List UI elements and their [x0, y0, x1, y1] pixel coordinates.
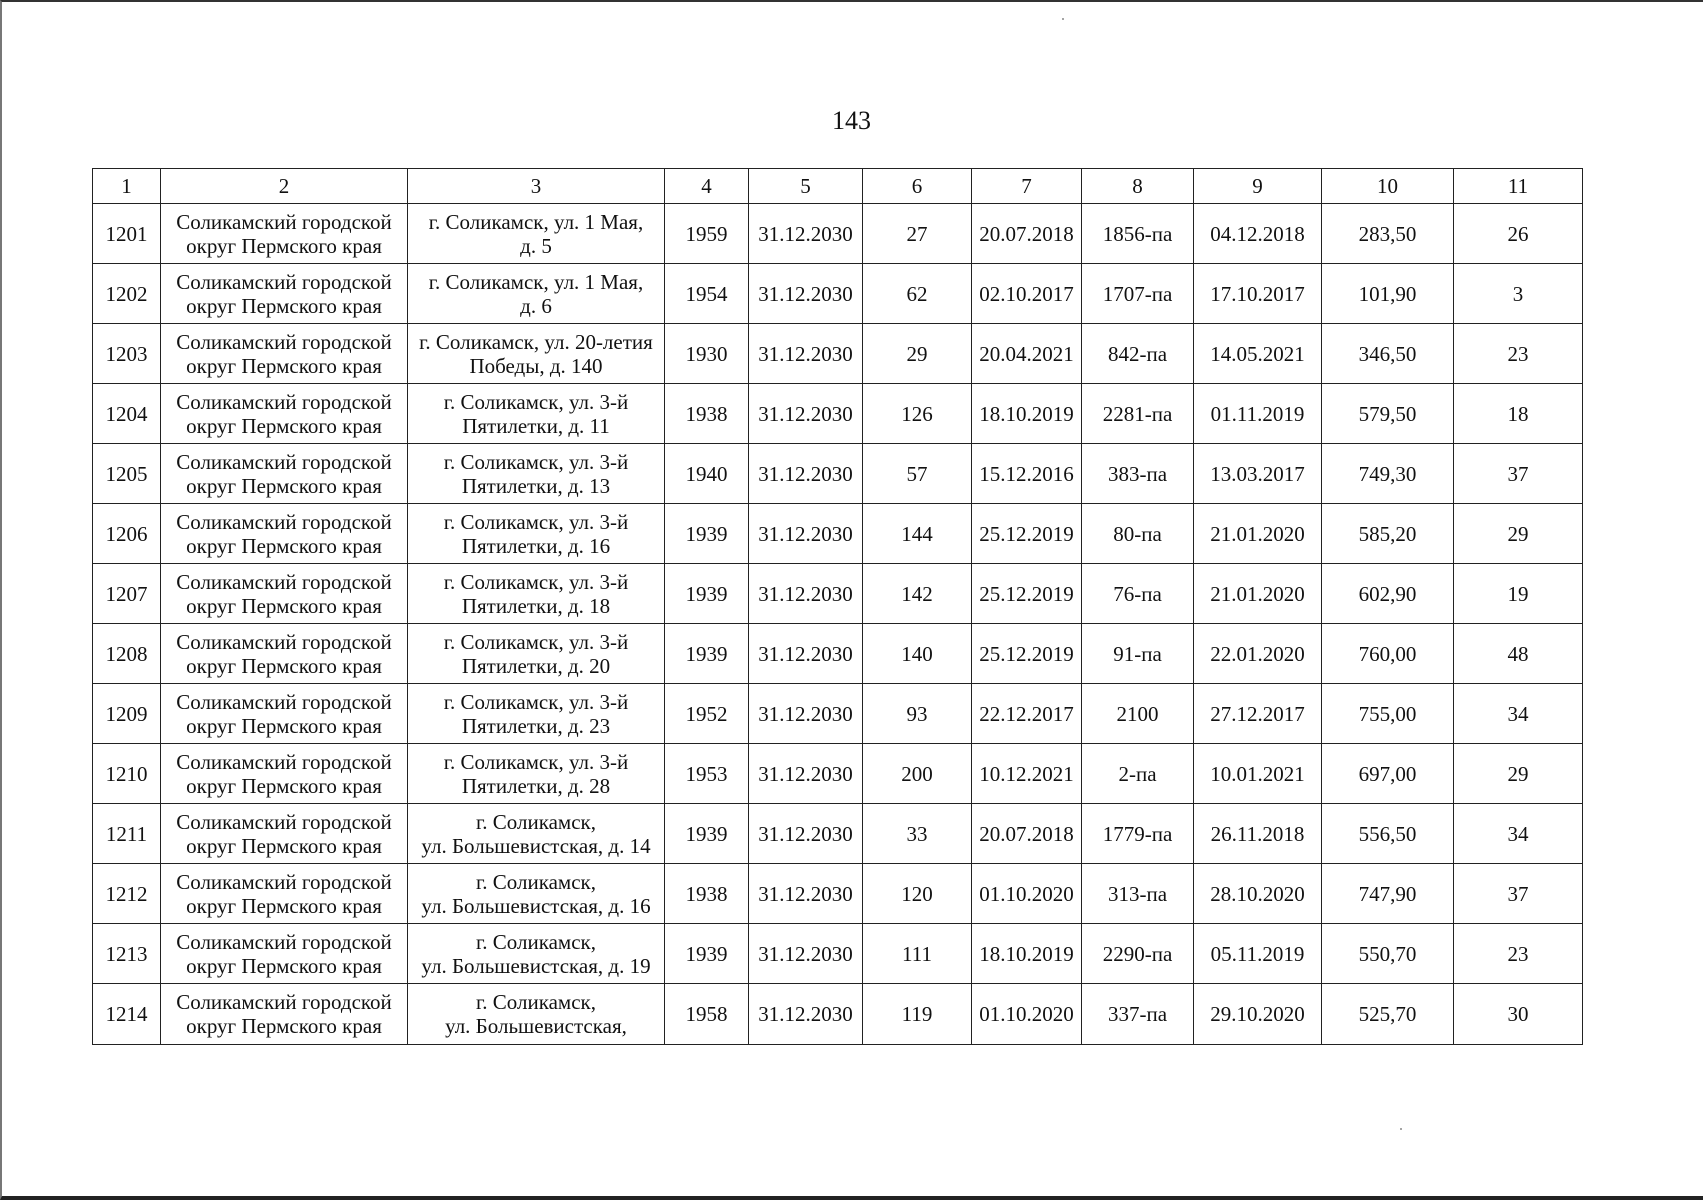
col9-date-cell: 17.10.2017 [1194, 264, 1322, 324]
table-row [93, 744, 1583, 804]
col8-doc-cell: 2100 [1082, 684, 1194, 744]
address-line: г. Соликамск, ул. 3-й [443, 689, 629, 714]
address-line: г. Соликамск, ул. 3-й [443, 389, 629, 414]
municipality-line: Соликамский городской [176, 389, 392, 414]
col8-doc-cell: 337-па [1082, 984, 1194, 1045]
address-cell [408, 624, 665, 684]
date-cell: 31.12.2030 [749, 924, 863, 984]
col6-cell: 140 [863, 624, 972, 684]
table-wrapper [92, 168, 1582, 1045]
date-cell: 31.12.2030 [749, 564, 863, 624]
table-header [93, 169, 1583, 204]
address-line: г. Соликамск, ул. 3-й [443, 509, 629, 534]
col8-doc-cell: 1707-па [1082, 264, 1194, 324]
scan-speck [1400, 1128, 1402, 1130]
col6-cell: 144 [863, 504, 972, 564]
year-cell: 1939 [665, 924, 749, 984]
address-cell [408, 504, 665, 564]
municipality-line: Соликамский городской [176, 869, 392, 894]
table-row [93, 264, 1583, 324]
municipality-line: Соликамский городской [176, 749, 392, 774]
municipality-line: Соликамский городской [176, 629, 392, 654]
column-header: 7 [972, 169, 1082, 204]
address-line: г. Соликамск, ул. 1 Мая, [428, 269, 644, 294]
table-row [93, 864, 1583, 924]
address-cell [408, 204, 665, 264]
col11-cell: 34 [1454, 684, 1583, 744]
municipality-cell [161, 924, 408, 984]
col6-cell: 111 [863, 924, 972, 984]
address-line: г. Соликамск, [476, 990, 596, 1014]
column-header: 8 [1082, 169, 1194, 204]
col10-area-cell: 602,90 [1322, 564, 1454, 624]
col8-doc-cell: 2-па [1082, 744, 1194, 804]
municipality-cell [161, 864, 408, 924]
column-header: 6 [863, 169, 972, 204]
row-number: 1213 [93, 924, 161, 984]
address-line: д. 6 [520, 293, 552, 318]
municipality-line: Соликамский городской [176, 929, 392, 954]
col7-date-cell: 25.12.2019 [972, 504, 1082, 564]
municipality-cell [161, 804, 408, 864]
scan-speck [1062, 18, 1064, 20]
table-row [93, 804, 1583, 864]
col11-cell: 26 [1454, 204, 1583, 264]
col9-date-cell: 10.01.2021 [1194, 744, 1322, 804]
table-row [93, 564, 1583, 624]
table-row [93, 504, 1583, 564]
col10-area-cell: 697,00 [1322, 744, 1454, 804]
col10-area-cell: 525,70 [1322, 984, 1454, 1045]
municipality-line: Соликамский городской [176, 509, 392, 534]
date-cell: 31.12.2030 [749, 264, 863, 324]
year-cell: 1958 [665, 984, 749, 1045]
row-number: 1212 [93, 864, 161, 924]
col7-date-cell: 18.10.2019 [972, 924, 1082, 984]
header-row [93, 169, 1583, 204]
col7-date-cell: 01.10.2020 [972, 984, 1082, 1045]
col6-cell: 126 [863, 384, 972, 444]
column-header: 4 [665, 169, 749, 204]
col6-cell: 142 [863, 564, 972, 624]
col10-area-cell: 585,20 [1322, 504, 1454, 564]
municipality-line: Соликамский городской [176, 209, 392, 234]
year-cell: 1938 [665, 384, 749, 444]
address-cell [408, 564, 665, 624]
municipality-line: Соликамский городской [176, 449, 392, 474]
col6-cell: 200 [863, 744, 972, 804]
municipality-cell [161, 504, 408, 564]
col8-doc-cell: 383-па [1082, 444, 1194, 504]
municipality-line: округ Пермского края [186, 713, 382, 738]
column-header: 9 [1194, 169, 1322, 204]
address-line: Пятилетки, д. 28 [461, 773, 611, 798]
date-cell: 31.12.2030 [749, 504, 863, 564]
col8-doc-cell: 313-па [1082, 864, 1194, 924]
municipality-line: округ Пермского края [186, 293, 382, 318]
address-line: Пятилетки, д. 20 [461, 653, 611, 678]
col6-cell: 120 [863, 864, 972, 924]
col7-date-cell: 02.10.2017 [972, 264, 1082, 324]
address-line: ул. Большевистская, д. 16 [421, 893, 651, 918]
year-cell: 1954 [665, 264, 749, 324]
col9-date-cell: 01.11.2019 [1194, 384, 1322, 444]
address-line: Пятилетки, д. 13 [461, 473, 611, 498]
column-header: 5 [749, 169, 863, 204]
year-cell: 1939 [665, 564, 749, 624]
row-number: 1204 [93, 384, 161, 444]
address-cell [408, 384, 665, 444]
year-cell: 1952 [665, 684, 749, 744]
col6-cell: 119 [863, 984, 972, 1045]
address-line: г. Соликамск, ул. 3-й [443, 629, 629, 654]
address-line: г. Соликамск, ул. 3-й [443, 449, 629, 474]
municipality-line: округ Пермского края [186, 353, 382, 378]
address-line: Пятилетки, д. 23 [461, 713, 611, 738]
col7-date-cell: 22.12.2017 [972, 684, 1082, 744]
col11-cell: 23 [1454, 924, 1583, 984]
col9-date-cell: 28.10.2020 [1194, 864, 1322, 924]
municipality-line: округ Пермского края [186, 833, 382, 858]
col7-date-cell: 25.12.2019 [972, 624, 1082, 684]
col10-area-cell: 101,90 [1322, 264, 1454, 324]
col10-area-cell: 550,70 [1322, 924, 1454, 984]
address-line: д. 5 [520, 233, 552, 258]
col11-cell: 37 [1454, 444, 1583, 504]
col10-area-cell: 755,00 [1322, 684, 1454, 744]
col7-date-cell: 18.10.2019 [972, 384, 1082, 444]
col11-cell: 37 [1454, 864, 1583, 924]
col10-area-cell: 579,50 [1322, 384, 1454, 444]
date-cell: 31.12.2030 [749, 204, 863, 264]
col11-cell: 19 [1454, 564, 1583, 624]
date-cell: 31.12.2030 [749, 984, 863, 1045]
address-cell [408, 324, 665, 384]
col9-date-cell: 21.01.2020 [1194, 504, 1322, 564]
table-row [93, 444, 1583, 504]
col6-cell: 29 [863, 324, 972, 384]
col9-date-cell: 29.10.2020 [1194, 984, 1322, 1045]
page-number: 143 [832, 106, 871, 135]
municipality-cell [161, 324, 408, 384]
table-row [93, 324, 1583, 384]
municipality-line: Соликамский городской [176, 269, 392, 294]
address-line: г. Соликамск, [476, 929, 596, 954]
municipality-line: округ Пермского края [186, 533, 382, 558]
municipality-line: Соликамский городской [176, 569, 392, 594]
municipality-cell [161, 204, 408, 264]
year-cell: 1953 [665, 744, 749, 804]
municipality-line: Соликамский городской [176, 809, 392, 834]
address-line: Пятилетки, д. 16 [461, 533, 611, 558]
address-line: Пятилетки, д. 11 [462, 413, 610, 438]
address-cell [408, 264, 665, 324]
col8-doc-cell: 842-па [1082, 324, 1194, 384]
col11-cell: 18 [1454, 384, 1583, 444]
col9-date-cell: 05.11.2019 [1194, 924, 1322, 984]
year-cell: 1938 [665, 864, 749, 924]
col9-date-cell: 13.03.2017 [1194, 444, 1322, 504]
municipality-line: Соликамский городской [176, 689, 392, 714]
col9-date-cell: 04.12.2018 [1194, 204, 1322, 264]
row-number: 1209 [93, 684, 161, 744]
municipality-line: округ Пермского края [186, 893, 382, 918]
col7-date-cell: 20.07.2018 [972, 204, 1082, 264]
row-number: 1206 [93, 504, 161, 564]
col10-area-cell: 747,90 [1322, 864, 1454, 924]
row-number: 1203 [93, 324, 161, 384]
col11-cell: 23 [1454, 324, 1583, 384]
col10-area-cell: 556,50 [1322, 804, 1454, 864]
col11-cell: 34 [1454, 804, 1583, 864]
col8-doc-cell: 2290-па [1082, 924, 1194, 984]
col11-cell: 3 [1454, 264, 1583, 324]
address-line: г. Соликамск, [476, 809, 596, 834]
col11-cell: 29 [1454, 744, 1583, 804]
col11-cell: 48 [1454, 624, 1583, 684]
col9-date-cell: 21.01.2020 [1194, 564, 1322, 624]
table-row [93, 984, 1583, 1045]
col11-cell: 30 [1454, 984, 1583, 1045]
municipality-line: округ Пермского края [186, 653, 382, 678]
year-cell: 1939 [665, 504, 749, 564]
address-line: г. Соликамск, ул. 20-летия [419, 329, 653, 354]
row-number: 1201 [93, 204, 161, 264]
date-cell: 31.12.2030 [749, 684, 863, 744]
col8-doc-cell: 2281-па [1082, 384, 1194, 444]
col8-doc-cell: 80-па [1082, 504, 1194, 564]
col7-date-cell: 10.12.2021 [972, 744, 1082, 804]
col10-area-cell: 346,50 [1322, 324, 1454, 384]
year-cell: 1940 [665, 444, 749, 504]
table-row [93, 684, 1583, 744]
row-number: 1207 [93, 564, 161, 624]
municipality-cell [161, 384, 408, 444]
municipality-line: округ Пермского края [186, 593, 382, 618]
date-cell: 31.12.2030 [749, 804, 863, 864]
municipality-cell [161, 444, 408, 504]
municipality-line: Соликамский городской [176, 990, 392, 1014]
year-cell: 1939 [665, 624, 749, 684]
municipality-line: округ Пермского края [186, 413, 382, 438]
col6-cell: 93 [863, 684, 972, 744]
col11-cell: 29 [1454, 504, 1583, 564]
col10-area-cell: 749,30 [1322, 444, 1454, 504]
row-number: 1211 [93, 804, 161, 864]
year-cell: 1939 [665, 804, 749, 864]
table-body [93, 204, 1583, 1045]
address-cell [408, 684, 665, 744]
table-row [93, 204, 1583, 264]
address-line: г. Соликамск, ул. 3-й [443, 749, 629, 774]
address-line: г. Соликамск, ул. 1 Мая, [428, 209, 644, 234]
col9-date-cell: 27.12.2017 [1194, 684, 1322, 744]
table-row [93, 624, 1583, 684]
municipality-line: Соликамский городской [176, 329, 392, 354]
row-number: 1205 [93, 444, 161, 504]
address-cell [408, 444, 665, 504]
municipality-cell [161, 684, 408, 744]
col9-date-cell: 22.01.2020 [1194, 624, 1322, 684]
municipality-cell [161, 984, 408, 1045]
col6-cell: 27 [863, 204, 972, 264]
address-line: г. Соликамск, ул. 3-й [443, 569, 629, 594]
col7-date-cell: 15.12.2016 [972, 444, 1082, 504]
col7-date-cell: 20.04.2021 [972, 324, 1082, 384]
date-cell: 31.12.2030 [749, 384, 863, 444]
col9-date-cell: 26.11.2018 [1194, 804, 1322, 864]
municipality-line: округ Пермского края [186, 773, 382, 798]
address-line: ул. Большевистская, д. 14 [421, 833, 651, 858]
address-line: г. Соликамск, [476, 869, 596, 894]
col8-doc-cell: 1779-па [1082, 804, 1194, 864]
col10-area-cell: 760,00 [1322, 624, 1454, 684]
address-cell [408, 984, 665, 1045]
date-cell: 31.12.2030 [749, 864, 863, 924]
date-cell: 31.12.2030 [749, 324, 863, 384]
table-row [93, 924, 1583, 984]
column-header: 3 [408, 169, 665, 204]
date-cell: 31.12.2030 [749, 624, 863, 684]
col6-cell: 33 [863, 804, 972, 864]
col7-date-cell: 01.10.2020 [972, 864, 1082, 924]
municipality-line: округ Пермского края [186, 233, 382, 258]
date-cell: 31.12.2030 [749, 444, 863, 504]
col10-area-cell: 283,50 [1322, 204, 1454, 264]
address-line: ул. Большевистская, д. 19 [421, 953, 651, 978]
year-cell: 1959 [665, 204, 749, 264]
column-header: 11 [1454, 169, 1583, 204]
address-cell [408, 744, 665, 804]
col8-doc-cell: 76-па [1082, 564, 1194, 624]
col8-doc-cell: 91-па [1082, 624, 1194, 684]
row-number: 1202 [93, 264, 161, 324]
data-table [92, 168, 1583, 1045]
column-header: 10 [1322, 169, 1454, 204]
column-header: 2 [161, 169, 408, 204]
municipality-line: округ Пермского края [186, 1014, 382, 1038]
date-cell: 31.12.2030 [749, 744, 863, 804]
row-number: 1210 [93, 744, 161, 804]
municipality-cell [161, 744, 408, 804]
row-number: 1208 [93, 624, 161, 684]
col8-doc-cell: 1856-па [1082, 204, 1194, 264]
address-cell [408, 864, 665, 924]
row-number: 1214 [93, 984, 161, 1045]
table-row [93, 384, 1583, 444]
year-cell: 1930 [665, 324, 749, 384]
column-header: 1 [93, 169, 161, 204]
col7-date-cell: 25.12.2019 [972, 564, 1082, 624]
address-cell [408, 804, 665, 864]
address-line: Пятилетки, д. 18 [461, 593, 611, 618]
col6-cell: 57 [863, 444, 972, 504]
col7-date-cell: 20.07.2018 [972, 804, 1082, 864]
municipality-cell [161, 624, 408, 684]
col9-date-cell: 14.05.2021 [1194, 324, 1322, 384]
address-line: Победы, д. 140 [469, 353, 603, 378]
col6-cell: 62 [863, 264, 972, 324]
municipality-line: округ Пермского края [186, 473, 382, 498]
address-cell [408, 924, 665, 984]
municipality-cell [161, 264, 408, 324]
municipality-cell [161, 564, 408, 624]
municipality-line: округ Пермского края [186, 953, 382, 978]
address-line: ул. Большевистская, [445, 1014, 627, 1038]
